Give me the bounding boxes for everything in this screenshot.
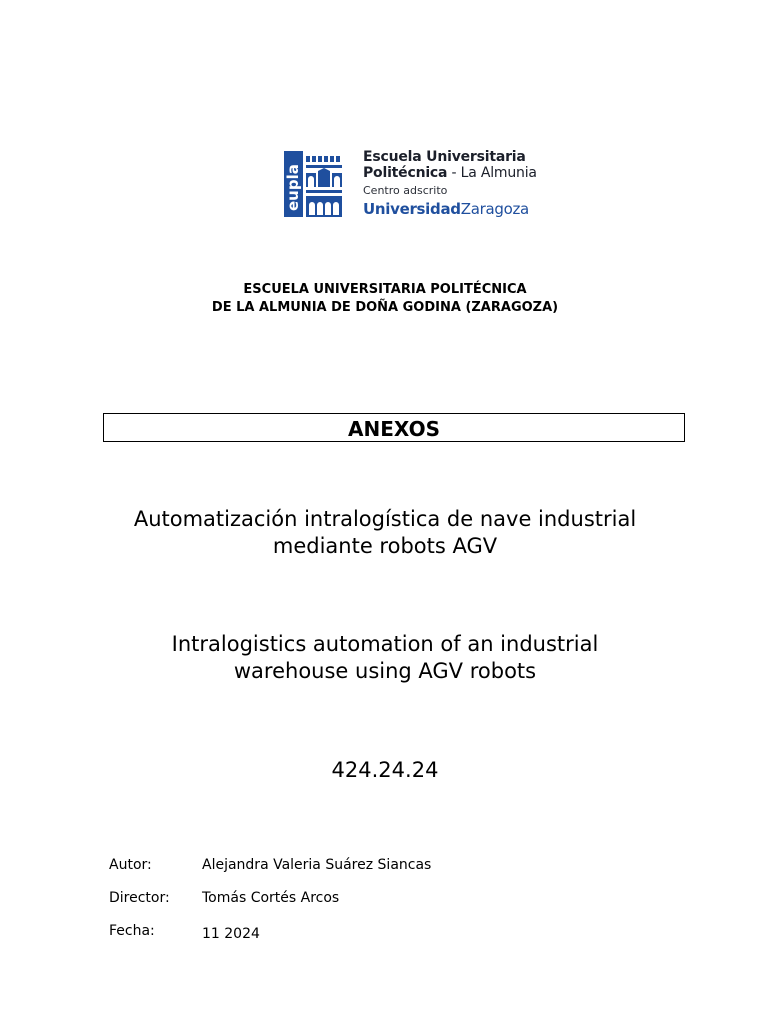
logo-line-4-rest: Zaragoza (460, 200, 529, 218)
logo-line-2-bold: Politécnica (363, 165, 448, 181)
title-en-line-1: Intralogistics automation of an industrial (171, 632, 599, 656)
director-label: Director: (109, 890, 170, 906)
university-logo (284, 151, 554, 219)
section-label: ANEXOS (348, 417, 440, 441)
title-es-line-1: Automatización intralogística de nave industrial (133, 507, 637, 531)
author-value: Alejandra Valeria Suárez Siancas (202, 857, 432, 873)
date-value: 11 2024 (202, 926, 260, 942)
school-name-line-2: DE LA ALMUNIA DE DOÑA GODINA (ZARAGOZA) (211, 300, 559, 315)
eupla-logo-mark-icon (284, 151, 344, 217)
logo-line-3: Centro adscrito (363, 184, 448, 197)
project-code: 424.24.24 (331, 758, 439, 782)
logo-line-2-rest: - La Almunia (447, 165, 537, 181)
school-name-line-1: ESCUELA UNIVERSITARIA POLITÉCNICA (243, 282, 527, 297)
logo-line-2 (363, 165, 537, 181)
logo-mark-text: eupla (284, 164, 302, 211)
date-label: Fecha: (109, 923, 155, 939)
logo-line-4-bold: Universidad (363, 200, 461, 218)
title-es-line-2: mediante robots AGV (272, 534, 498, 558)
logo-line-4 (363, 200, 529, 218)
director-value: Tomás Cortés Arcos (202, 890, 340, 906)
title-en-line-2: warehouse using AGV robots (233, 659, 537, 683)
author-label: Autor: (109, 857, 152, 873)
section-label-box (103, 413, 685, 442)
logo-line-1: Escuela Universitaria (363, 149, 526, 165)
